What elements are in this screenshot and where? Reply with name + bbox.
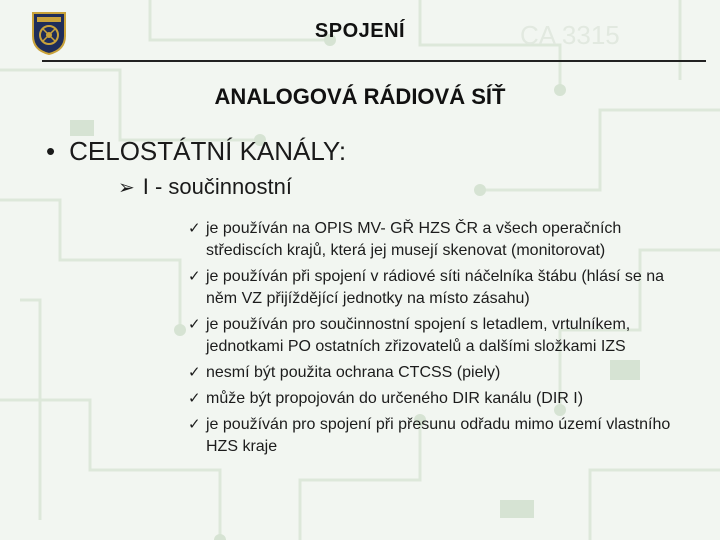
list-item-text: je používán pro spojení při přesunu odřadu mimo území vlastního HZS kraje: [206, 416, 671, 455]
list-item: [188, 314, 688, 358]
level2-text: I - součinnostní: [142, 174, 292, 199]
list-item: [188, 388, 688, 410]
checkmark-icon: ✓: [188, 390, 201, 407]
checkmark-icon: ✓: [188, 268, 201, 285]
list-item-text: je používán pro součinnostní spojení s letadlem, vrtulníkem, jednotkami PO ostatních zřizovatelů a dalšími složkami IZS: [206, 316, 631, 355]
list-item-text: může být propojován do určeného DIR kanálu (DIR I): [206, 390, 584, 407]
level1-text: CELOSTÁTNÍ KANÁLY:: [69, 136, 347, 166]
header-divider: [42, 60, 706, 62]
check-list: [188, 218, 688, 462]
background-watermark: CA 3315: [520, 20, 620, 50]
header-title: SPOJENÍ: [314, 20, 406, 42]
level2-bullet: [118, 174, 292, 200]
checkmark-icon: ✓: [188, 364, 201, 381]
checkmark-icon: ✓: [188, 416, 201, 433]
checkmark-icon: ✓: [188, 220, 201, 237]
checkmark-icon: ✓: [188, 316, 201, 333]
list-item: [188, 362, 688, 384]
list-item: [188, 414, 688, 458]
list-item: [188, 218, 688, 262]
list-item-text: je používán při spojení v rádiové síti náčelníka štábu (hlásí se na něm VZ přijíždějící jednotky na místo zásahu): [206, 268, 665, 307]
list-item: [188, 266, 688, 310]
list-item-text: je používán na OPIS MV- GŘ HZS ČR a všech operačních střediscích krajů, která jej musejí skenovat (monitorovat): [206, 220, 622, 259]
slide-title: ANALOGOVÁ RÁDIOVÁ SÍŤ: [214, 84, 506, 109]
level1-bullet: [46, 136, 346, 167]
bullet-dot-icon: •: [46, 136, 56, 166]
list-item-text: nesmí být použita ochrana CTCSS (piely): [206, 364, 501, 381]
arrow-bullet-icon: ➢: [118, 177, 135, 199]
